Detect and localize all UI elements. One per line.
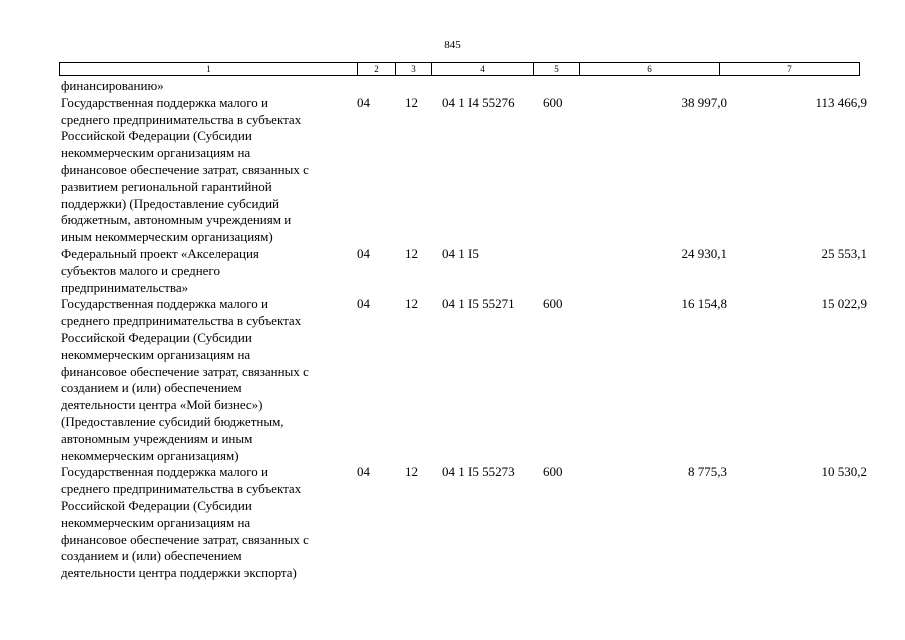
row-subsection-code: 12	[405, 296, 418, 312]
header-col-7: 7	[720, 63, 860, 76]
description-line: финансовое обеспечение затрат, связанных с	[61, 161, 309, 177]
row-subsection-code: 12	[405, 94, 418, 110]
row-amount-year-2: 10 530,2	[821, 464, 867, 480]
budget-table	[59, 78, 869, 582]
row-target-article: 04 1 I5	[442, 245, 479, 261]
description-line: деятельности центра поддержки экспорта)	[61, 565, 297, 581]
row-amount-year-1	[589, 78, 729, 95]
description-line: финансовое обеспечение затрат, связанных с	[61, 363, 309, 379]
description-line: среднего предпринимательства в субъектах	[61, 313, 302, 329]
description-line: бюджетным, автономным учреждениям и	[61, 212, 292, 228]
row-subsection-code	[405, 78, 442, 95]
description-line: среднего предпринимательства в субъектах	[61, 481, 302, 497]
row-target-article: 04 1 I5 55271	[442, 296, 515, 312]
header-row	[60, 63, 860, 76]
description-line: созданием и (или) обеспечением	[61, 548, 242, 564]
table-row	[59, 78, 869, 95]
description-line: предпринимательства»	[61, 279, 189, 295]
header-col-2: 2	[358, 63, 396, 76]
row-expense-type	[543, 246, 589, 296]
description-line: Российской Федерации (Субсидии	[61, 329, 252, 345]
row-amount-year-1: 24 930,1	[681, 245, 727, 261]
row-amount-year-2: 15 022,9	[821, 296, 867, 312]
row-description	[59, 464, 357, 582]
table-row	[59, 296, 869, 464]
row-section-code: 04	[357, 245, 370, 261]
row-target-article	[442, 78, 543, 95]
row-expense-type: 600	[543, 464, 563, 480]
row-expense-type: 600	[543, 94, 563, 110]
description-line: Государственная поддержка малого и	[61, 296, 268, 312]
description-line: финансовое обеспечение затрат, связанных с	[61, 531, 309, 547]
description-line: поддержки) (Предоставление субсидий	[61, 195, 280, 211]
row-description	[59, 246, 357, 296]
description-line: деятельности центра «Мой бизнес»)	[61, 397, 263, 413]
description-line: некоммерческим организациям)	[61, 447, 239, 463]
row-section-code: 04	[357, 296, 370, 312]
description-line: финансированию»	[61, 78, 164, 93]
row-description	[59, 296, 357, 464]
description-line: иным некоммерческим организациям)	[61, 229, 273, 245]
description-line: Российской Федерации (Субсидии	[61, 128, 252, 144]
row-subsection-code: 12	[405, 245, 418, 261]
row-amount-year-1: 8 775,3	[688, 464, 727, 480]
description-line: (Предоставление субсидий бюджетным,	[61, 413, 284, 429]
table-row	[59, 246, 869, 296]
row-amount-year-2: 25 553,1	[821, 245, 867, 261]
header-col-3: 3	[396, 63, 432, 76]
description-line: Федеральный проект «Акселерация	[61, 245, 259, 261]
description-line: Государственная поддержка малого и	[61, 94, 268, 110]
row-description	[59, 95, 357, 246]
header-col-6: 6	[580, 63, 720, 76]
row-target-article: 04 1 I4 55276	[442, 94, 515, 110]
row-expense-type	[543, 78, 589, 95]
header-col-1: 1	[60, 63, 358, 76]
description-line: Государственная поддержка малого и	[61, 464, 268, 480]
row-description	[59, 78, 357, 95]
header-col-5: 5	[534, 63, 580, 76]
row-amount-year-1: 16 154,8	[681, 296, 727, 312]
description-line: развитием региональной гарантийной	[61, 178, 272, 194]
column-number-header	[59, 62, 860, 76]
description-line: созданием и (или) обеспечением	[61, 380, 242, 396]
row-expense-type: 600	[543, 296, 563, 312]
description-line: некоммерческим организациям на	[61, 145, 251, 161]
row-section-code: 04	[357, 464, 370, 480]
table-row	[59, 464, 869, 582]
description-line: некоммерческим организациям на	[61, 514, 251, 530]
description-line: среднего предпринимательства в субъектах	[61, 111, 302, 127]
row-section-code	[357, 78, 405, 95]
table-row	[59, 95, 869, 246]
page-number: 845	[444, 39, 461, 51]
header-col-4: 4	[432, 63, 534, 76]
row-amount-year-1: 38 997,0	[681, 94, 727, 110]
description-line: некоммерческим организациям на	[61, 346, 251, 362]
row-amount-year-2	[729, 78, 869, 95]
description-line: Российской Федерации (Субсидии	[61, 497, 252, 513]
row-target-article: 04 1 I5 55273	[442, 464, 515, 480]
row-section-code: 04	[357, 94, 370, 110]
description-line: автономным учреждениям и иным	[61, 430, 253, 446]
row-subsection-code: 12	[405, 464, 418, 480]
description-line: субъектов малого и среднего	[61, 262, 220, 278]
row-amount-year-2: 113 466,9	[815, 94, 867, 110]
